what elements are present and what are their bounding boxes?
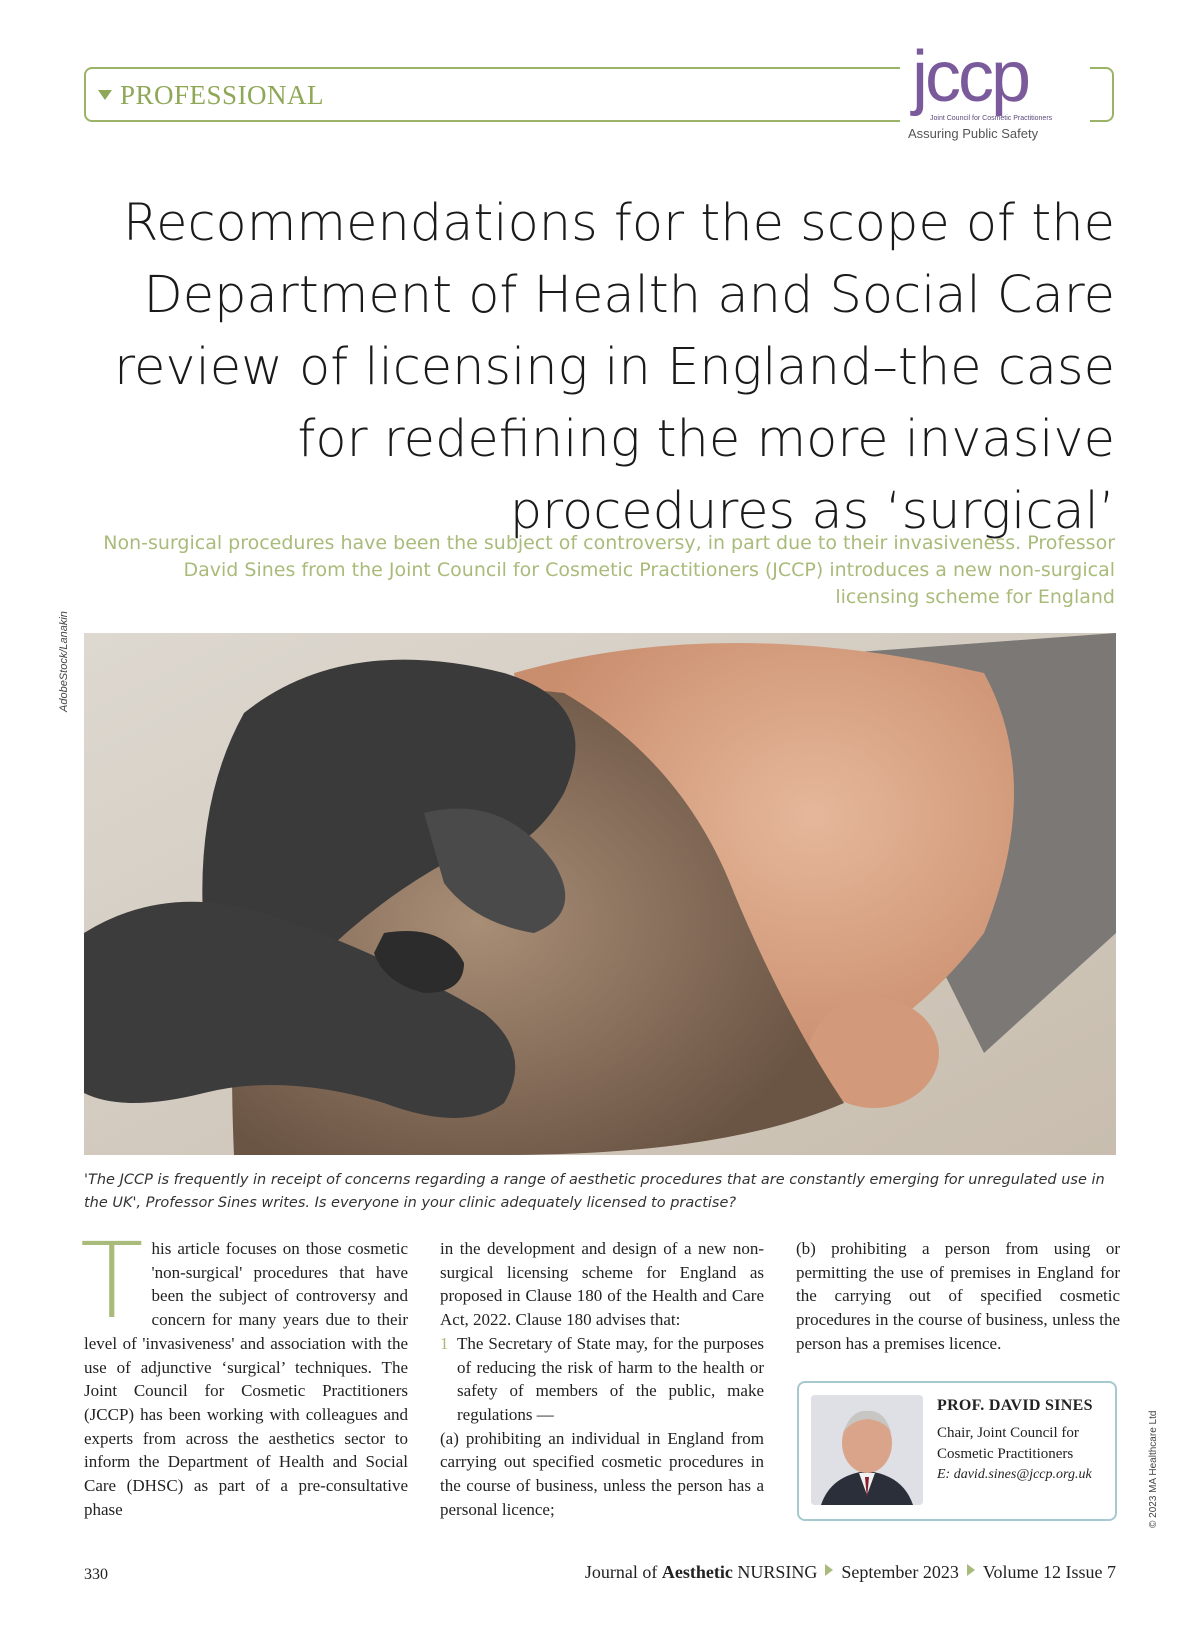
logo-tagline: Assuring Public Safety — [908, 126, 1039, 141]
author-box — [797, 1381, 1117, 1521]
jccp-logo — [900, 37, 1090, 150]
body-column-1 — [80, 1220, 408, 1521]
article-standfirst: Non-surgical procedures have been the subject of controversy, in part due to their invasiveness. Professor David Sines from the Joint Council for Cosmetic Practitioners (JCCP) introduces a new non-surgical licensing scheme for England — [103, 532, 1115, 608]
article-photo — [84, 633, 1116, 1155]
section-label: PROFESSIONAL — [120, 80, 325, 110]
photo-caption: 'The JCCP is frequently in receipt of concerns regarding a range of aesthetic procedures that are constantly emerging for unregulated use in the UK', Professor Sines writes. Is everyone in your clinic adequately licensed to practise? — [84, 1172, 1105, 1211]
issue-volume: Volume 12 Issue 7 — [982, 1562, 1116, 1582]
triangle-down-icon — [98, 90, 112, 100]
copyright-notice: © 2023 MA Healthcare Ltd — [1148, 1410, 1159, 1528]
list-number: 1 — [440, 1333, 449, 1353]
journal-footer — [585, 1562, 1116, 1583]
author-email: E: david.sines@jccp.org.uk — [937, 1467, 1092, 1482]
clause-b: (b) prohibiting a person from using or permitting the use of premises in England for the carrying out of specified cosmetic procedures in the course of business, unless the person has a premises licence. — [796, 1239, 1120, 1353]
body-column-3 — [796, 1237, 1120, 1356]
journal-prefix: Journal of — [584, 1562, 662, 1582]
page-number: 330 — [84, 1566, 108, 1583]
photo-credit: AdobeStock/Lanakin — [58, 611, 70, 712]
journal-bold: Aesthetic — [661, 1562, 733, 1582]
body-column-2 — [440, 1237, 764, 1521]
drop-cap: T — [80, 1220, 144, 1342]
body-text: in the development and design of a new non-surgical licensing scheme for England as proposed in Clause 180 of the Health and Care Act, 2022. Clause 180 advises that: — [440, 1239, 764, 1330]
article-title: Recommendations for the scope of the Department of Health and Social Care review of licensing in England–the case for redefining the more invasive procedures as ‘surgical’ — [114, 194, 1115, 541]
journal-suffix: NURSING — [732, 1562, 818, 1582]
logo-subtitle: Joint Council for Cosmetic Practitioners — [930, 115, 1053, 122]
triangle-right-icon — [967, 1564, 975, 1576]
logo-letters: jccp — [912, 37, 1029, 117]
issue-date: September 2023 — [841, 1562, 959, 1582]
author-role: Chair, Joint Council for Cosmetic Practitioners — [937, 1425, 1079, 1462]
clause-a: (a) prohibiting an individual in England from carrying out specified cosmetic procedures in the course of business, unless the person has a personal licence; — [440, 1428, 764, 1519]
author-name: PROF. DAVID SINES — [937, 1397, 1093, 1414]
body-text: his article focuses on those cosmetic 'non-surgical' procedures that have been the subject of controversy and concern for many years due to their level of 'invasiveness' and association with the use of adjunctive ‘surgical’ techniques. The Joint Council for Cosmetic Practitioners (JCCP) has been working with colleagues and experts from across the aesthetics sector to inform the Department of Health and Social Care (DHSC) as part of a pre-consultative phase — [84, 1239, 408, 1519]
triangle-right-icon — [825, 1564, 833, 1576]
list-item-text: The Secretary of State may, for the purposes of reducing the risk of harm to the health or safety of members of the public, make regulations — — [457, 1333, 764, 1424]
author-photo — [811, 1395, 923, 1505]
numbered-item — [440, 1332, 764, 1427]
